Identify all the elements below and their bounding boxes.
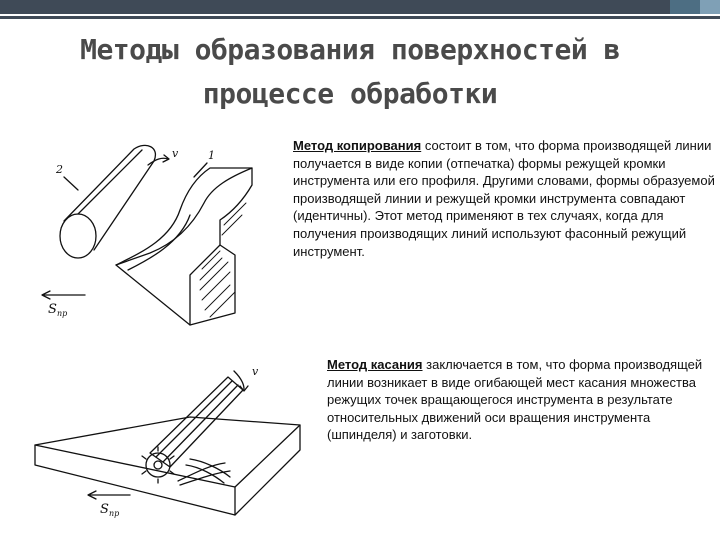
workpiece-top-edge <box>116 168 252 265</box>
copy-method-text <box>293 137 718 260</box>
touch-method-text <box>327 356 712 444</box>
copy-method-term: Метод копирования <box>293 138 422 153</box>
tool-cylinder-end <box>60 214 96 258</box>
cutter-gear <box>142 447 174 483</box>
top-bar-light <box>700 0 720 14</box>
copy-method-body: состоит в том, что форма производящей линии получается в виде копии (отпечатка) формы режущей кромки инструмента или его профиля. Другими словами, формы образуемой производящей линии и режущей кромки инструмента совпадают (идентичны). Этот метод применяют в тех случаях, когда для получения производящих линий используют фасонный режущий инструмент. <box>293 138 715 259</box>
fig1-label-2: 2 <box>56 163 63 176</box>
fig1-label-s-sub: пр <box>57 309 68 318</box>
workpiece-front-edge <box>128 215 190 270</box>
fig1-label-v: v <box>172 147 179 160</box>
fig2-label-v: v <box>252 365 259 378</box>
slide-title <box>10 28 690 116</box>
top-bar-dark <box>0 0 670 14</box>
top-bar-mid <box>670 0 700 14</box>
block-front <box>35 445 235 515</box>
touch-method-figure <box>30 355 320 530</box>
fig2-label-s: S <box>100 502 109 517</box>
touch-method-body: заключается в том, что форма производящей линии возникает в виде огибающей мест касания множества режущих точек вращающегося инструмента в результате относительных движений оси вращения инструмента (шпинделя) и заготовки. <box>327 357 703 443</box>
tool-cylinder-top-edge <box>78 150 142 214</box>
copy-method-figure <box>30 135 285 330</box>
fig1-label-1: 1 <box>208 149 215 162</box>
fig1-label-s: S <box>48 302 57 317</box>
block-right <box>235 425 300 515</box>
workpiece-outline <box>116 168 252 325</box>
touch-method-term: Метод касания <box>327 357 423 372</box>
slide-title-line2: процессе обработки <box>202 77 498 110</box>
top-divider <box>0 16 720 19</box>
tool-cylinder-body <box>64 145 155 250</box>
slide-title-line1: Методы образования поверхностей в <box>80 33 620 66</box>
fig2-label-s-sub: пр <box>109 509 120 518</box>
block-top <box>35 417 300 487</box>
